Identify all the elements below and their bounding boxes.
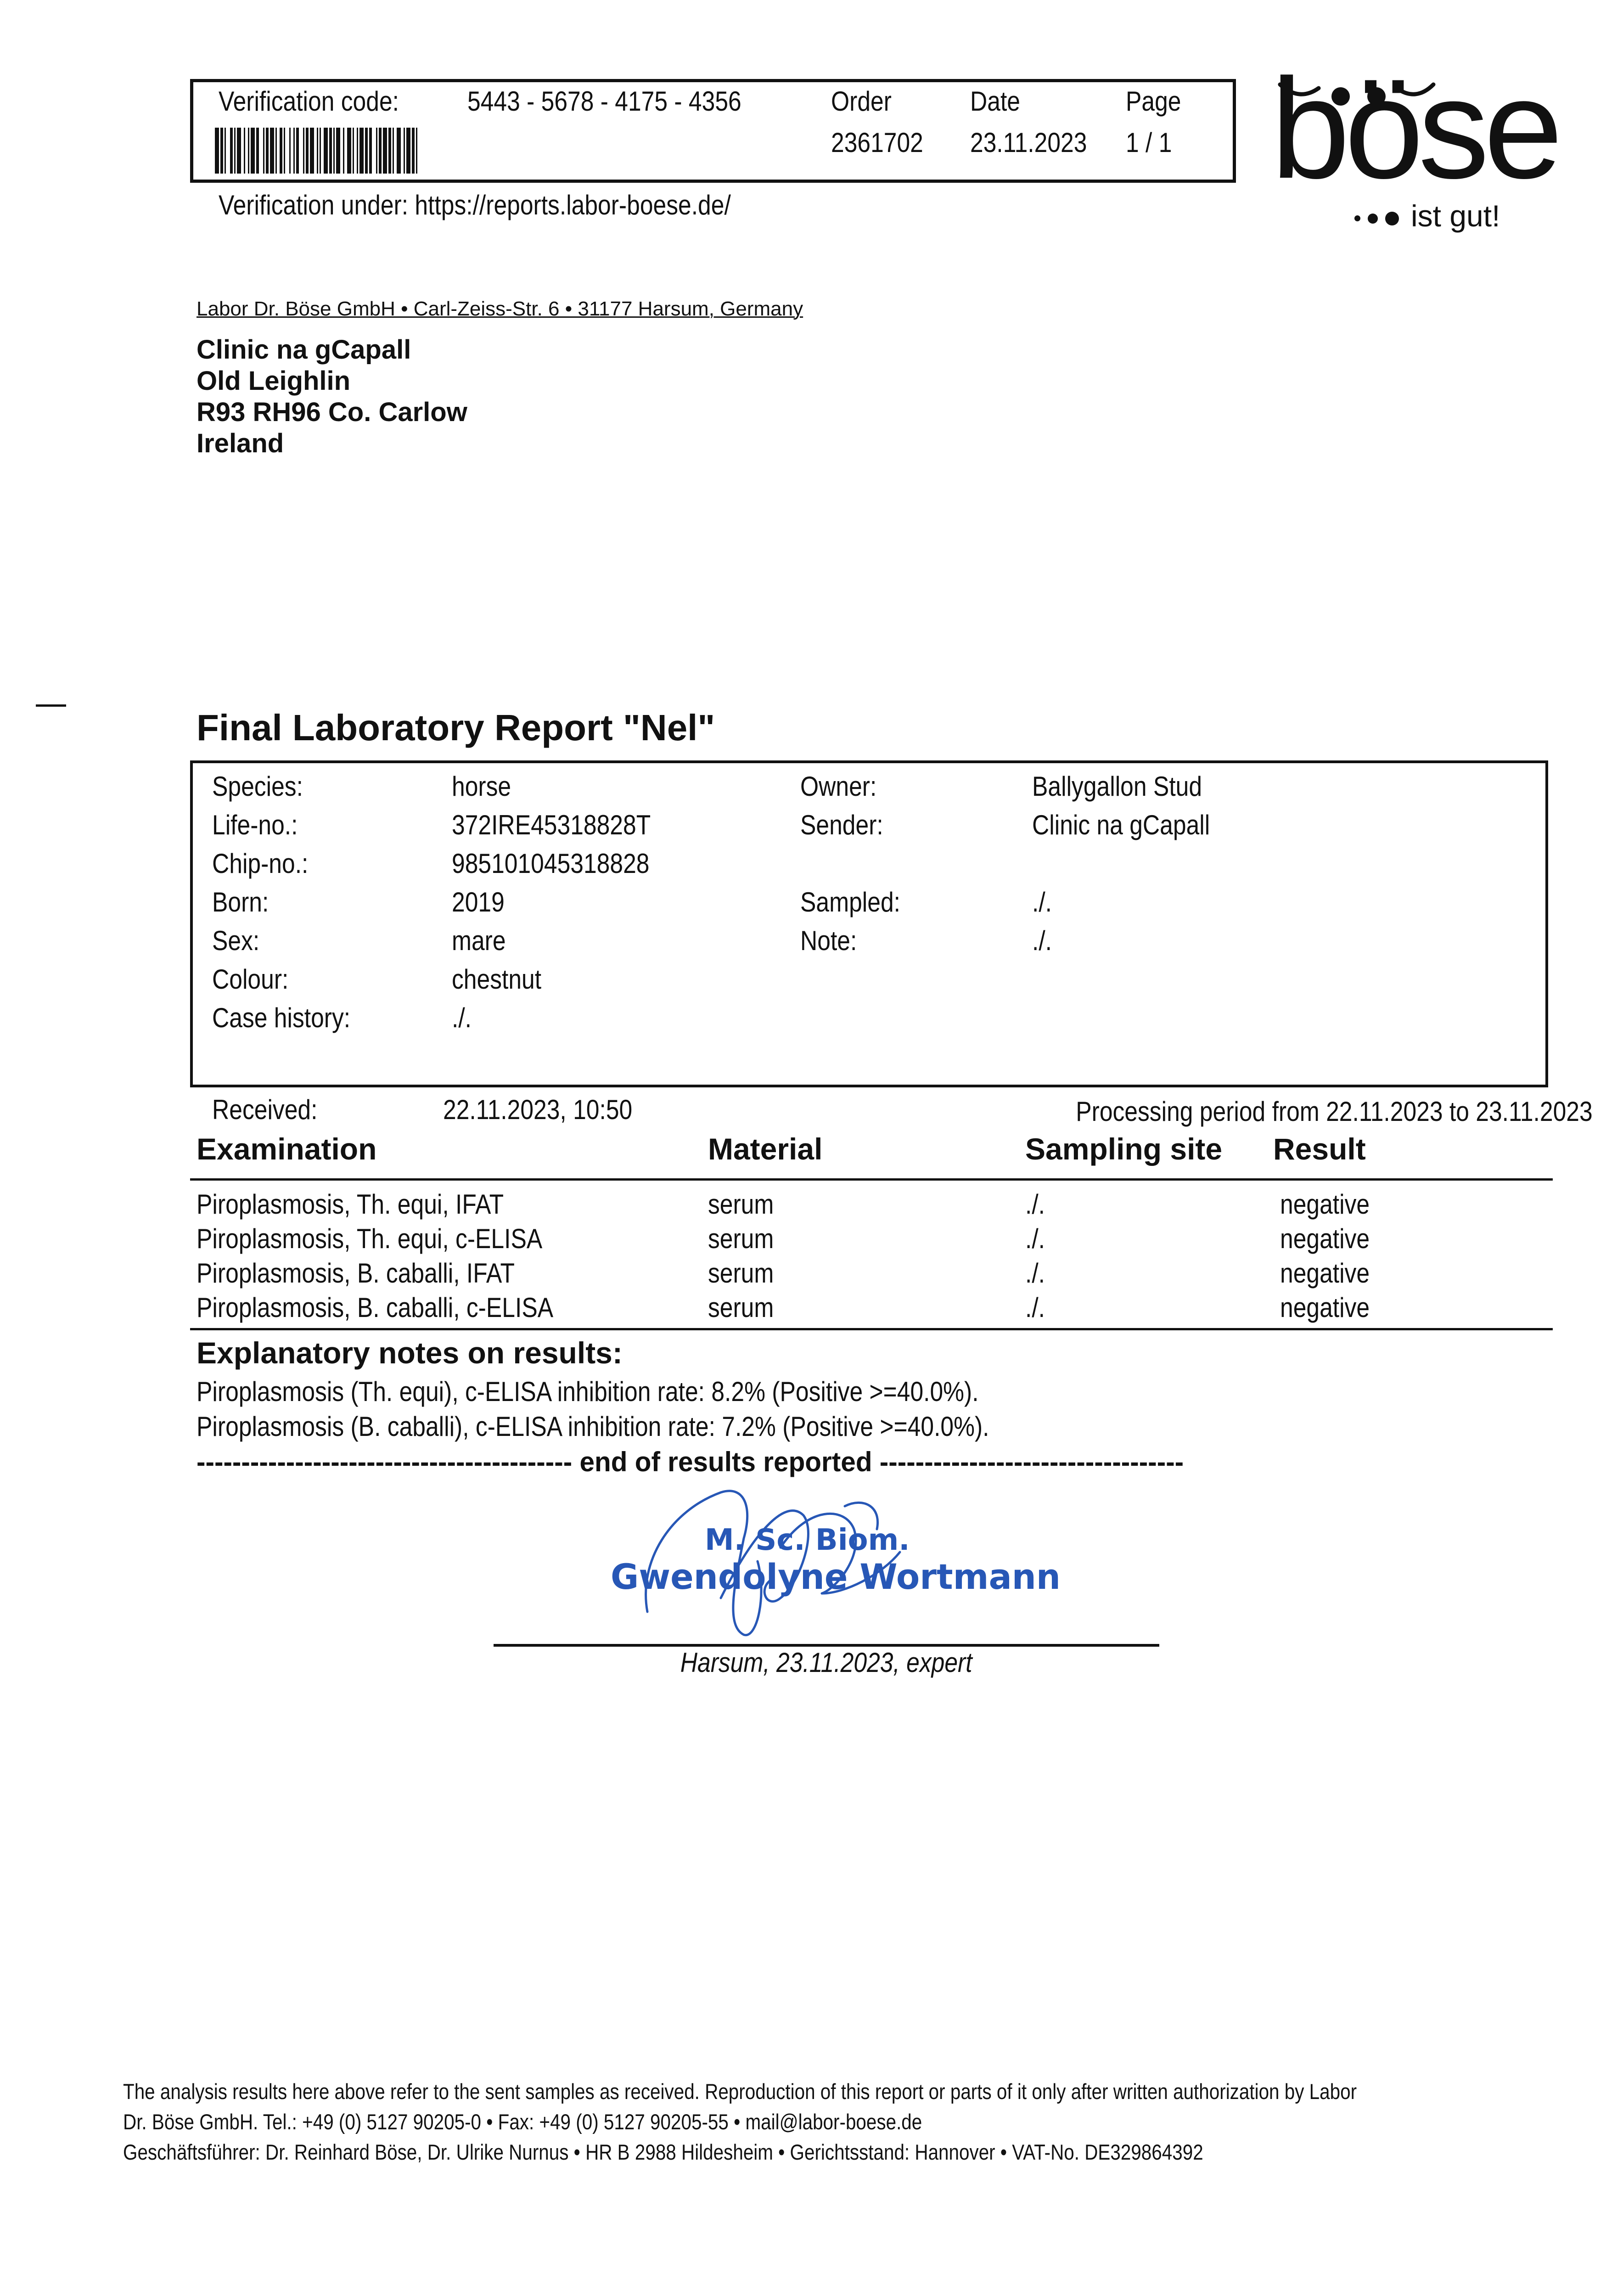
barcode-bar: [266, 128, 269, 174]
received-value: 22.11.2023, 10:50: [443, 1094, 633, 1125]
barcode-bar: [343, 128, 344, 174]
examination-cell: Piroplasmosis, Th. equi, IFAT: [197, 1189, 504, 1220]
barcode-bar: [347, 128, 351, 174]
verification-code-label: Verification code:: [219, 86, 399, 117]
patient-value: horse: [452, 771, 511, 802]
footer-line: The analysis results here above refer to the sent samples as received. Reproduction of this report or parts of it only after written authorization by Labor: [123, 2079, 1357, 2104]
logo-tagline-text: ist gut!: [1411, 199, 1500, 233]
barcode-bar: [320, 128, 321, 174]
handwritten-signature: [606, 1479, 1065, 1644]
result-cell: negative: [1280, 1189, 1370, 1220]
recipient-line: R93 RH96 Co. Carlow: [197, 397, 467, 427]
verification-url: Verification under: https://reports.labor-boese.de/: [219, 190, 731, 220]
patient-label: Owner:: [800, 771, 877, 802]
barcode-bar: [303, 128, 304, 174]
barcode-bar: [248, 128, 249, 174]
patient-label: Sender:: [800, 810, 883, 840]
barcode-bar: [383, 128, 387, 174]
footer-disclaimer: [123, 2077, 1558, 2167]
signature-stamp-name: Gwendolyne Wortmann: [611, 1556, 1061, 1597]
patient-value: 372IRE45318828T: [452, 810, 651, 840]
received-label: Received:: [212, 1094, 318, 1125]
barcode-bar: [275, 128, 277, 174]
barcode-bar: [215, 128, 219, 174]
patient-label: Chip-no.:: [212, 848, 309, 879]
material-cell: serum: [708, 1223, 774, 1254]
barcode-bar: [416, 128, 417, 174]
barcode-bar: [280, 128, 282, 174]
barcode-bar: [388, 128, 391, 174]
col-header-material: Material: [708, 1132, 823, 1166]
barcode-bar: [359, 128, 364, 174]
barcode-bar: [317, 128, 318, 174]
report-date: 23.11.2023: [970, 127, 1087, 158]
result-cell: negative: [1280, 1292, 1370, 1323]
notes-heading: Explanatory notes on results:: [197, 1336, 623, 1370]
material-cell: serum: [708, 1258, 774, 1289]
patient-label: Colour:: [212, 964, 289, 995]
barcode-bar: [256, 128, 259, 174]
barcode-bar: [329, 128, 332, 174]
examination-cell: Piroplasmosis, B. caballi, c-ELISA: [197, 1292, 554, 1323]
barcode-bar: [284, 128, 285, 174]
patient-label: Born:: [212, 887, 269, 917]
barcode-bar: [365, 128, 368, 174]
barcode-bar: [296, 128, 299, 174]
patient-value: Ballygallon Stud: [1032, 771, 1202, 802]
barcode-bar: [357, 128, 358, 174]
col-header-examination: Examination: [197, 1132, 377, 1166]
material-cell: serum: [708, 1189, 774, 1220]
end-of-results-marker: ------------------------------------------ end of results reported ----------------------------------: [197, 1446, 1184, 1477]
patient-value: Clinic na gCapall: [1032, 810, 1210, 840]
material-cell: serum: [708, 1292, 774, 1323]
barcode-bar: [306, 128, 309, 174]
col-header-sampling-site: Sampling site: [1025, 1132, 1223, 1166]
sampling-site-cell: ./.: [1025, 1189, 1045, 1220]
barcode-bar: [225, 128, 226, 174]
patient-label: Species:: [212, 771, 303, 802]
barcode-bar: [379, 128, 382, 174]
barcode: [215, 128, 551, 174]
barcode-bar: [406, 128, 410, 174]
barcode-bar: [353, 128, 354, 174]
processing-period: Processing period from 22.11.2023 to 23.11.2023: [1076, 1096, 1593, 1127]
barcode-bar: [324, 128, 328, 174]
patient-label: Sex:: [212, 925, 260, 956]
fold-mark: [36, 704, 66, 707]
barcode-bar: [234, 128, 236, 174]
patient-value: 985101045318828: [452, 848, 650, 879]
barcode-bar: [310, 128, 314, 174]
logo-tagline: [1354, 197, 1500, 234]
table-header-rule: [190, 1178, 1553, 1181]
examination-cell: Piroplasmosis, Th. equi, c-ELISA: [197, 1223, 543, 1254]
patient-value: ./.: [1032, 887, 1052, 917]
footer-line: Geschäftsführer: Dr. Reinhard Böse, Dr. Ulrike Nurnus • HR B 2988 Hildesheim • Gerichtsstand: Hannover • VAT-No. DE329864392: [123, 2140, 1203, 2164]
col-header-result: Result: [1273, 1132, 1366, 1166]
barcode-bar: [404, 128, 405, 174]
patient-value: mare: [452, 925, 506, 956]
sender-address-line: Labor Dr. Böse GmbH • Carl-Zeiss-Str. 6 • 31177 Harsum, Germany: [197, 298, 803, 320]
barcode-bar: [263, 128, 264, 174]
result-cell: negative: [1280, 1223, 1370, 1254]
patient-value: 2019: [452, 887, 505, 917]
barcode-bar: [293, 128, 295, 174]
barcode-bar: [393, 128, 394, 174]
patient-value: ./.: [1032, 925, 1052, 956]
patient-label: Case history:: [212, 1002, 351, 1033]
barcode-bar: [220, 128, 223, 174]
recipient-line: Old Leighlin: [197, 366, 351, 396]
barcode-bar: [244, 128, 245, 174]
patient-label: Sampled:: [800, 887, 900, 917]
lab-logo: böse: [1271, 49, 1558, 208]
result-cell: negative: [1280, 1258, 1370, 1289]
patient-value: ./.: [452, 1002, 472, 1033]
order-label: Order: [831, 86, 892, 117]
barcode-bar: [333, 128, 335, 174]
sampling-site-cell: ./.: [1025, 1223, 1045, 1254]
patient-label: Life-no.:: [212, 810, 298, 840]
barcode-bar: [336, 128, 340, 174]
recipient-line: Clinic na gCapall: [197, 335, 411, 365]
barcode-bar: [251, 128, 255, 174]
barcode-bar: [289, 128, 291, 174]
patient-value: chestnut: [452, 964, 542, 995]
page-label: Page: [1126, 86, 1181, 117]
signature-stamp-title: M. Sc. Biom.: [705, 1523, 910, 1557]
signature-caption: Harsum, 23.11.2023, expert: [680, 1647, 972, 1678]
footer-line: Dr. Böse GmbH. Tel.: +49 (0) 5127 90205-0 • Fax: +49 (0) 5127 90205-55 • mail@labor-boese.de: [123, 2110, 922, 2134]
sampling-site-cell: ./.: [1025, 1258, 1045, 1289]
patient-label: Note:: [800, 925, 857, 956]
barcode-bar: [376, 128, 377, 174]
recipient-line: Ireland: [197, 428, 284, 458]
page-number: 1 / 1: [1126, 127, 1172, 158]
order-number: 2361702: [831, 127, 923, 158]
barcode-bar: [412, 128, 415, 174]
barcode-bar: [230, 128, 233, 174]
barcode-bar: [397, 128, 401, 174]
examination-cell: Piroplasmosis, B. caballi, IFAT: [197, 1258, 515, 1289]
note-line: Piroplasmosis (B. caballi), c-ELISA inhibition rate: 7.2% (Positive >=40.0%).: [197, 1411, 989, 1442]
barcode-bar: [237, 128, 241, 174]
sampling-site-cell: ./.: [1025, 1292, 1045, 1323]
table-footer-rule: [190, 1328, 1553, 1330]
barcode-bar: [369, 128, 372, 174]
report-title: Final Laboratory Report "Nel": [197, 707, 715, 748]
note-line: Piroplasmosis (Th. equi), c-ELISA inhibition rate: 8.2% (Positive >=40.0%).: [197, 1376, 979, 1407]
barcode-bar: [270, 128, 274, 174]
date-label: Date: [970, 86, 1021, 117]
verification-code-value: 5443 - 5678 - 4175 - 4356: [467, 86, 741, 117]
